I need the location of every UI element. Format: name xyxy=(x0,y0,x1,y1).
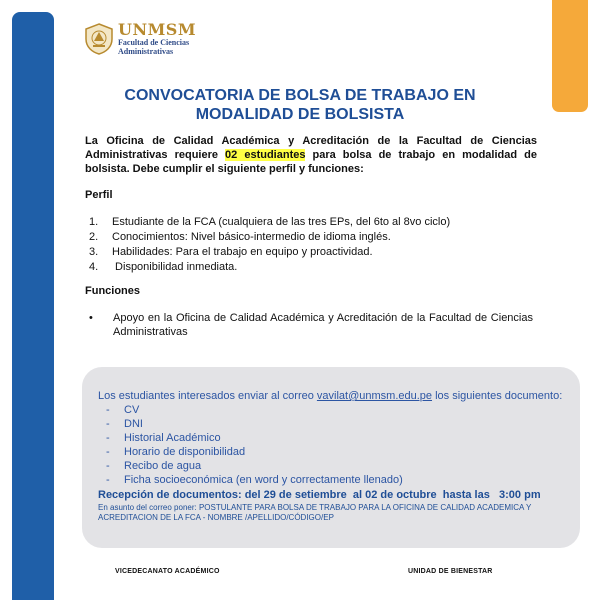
document-text: Horario de disponibilidad xyxy=(124,446,246,458)
university-seal-icon xyxy=(84,23,114,55)
funciones-text: Apoyo en la Oficina de Calidad Académica y Acreditación de la Facultad de Ciencias Administrativas xyxy=(113,312,533,338)
perfil-list xyxy=(85,215,450,275)
signature-left: VICEDECANATO ACADÉMICO xyxy=(115,568,220,575)
unmsm-logo xyxy=(84,22,196,57)
signature-right: UNIDAD DE BIENESTAR xyxy=(408,568,493,575)
dash-icon: - xyxy=(106,404,110,416)
document-text: DNI xyxy=(124,418,143,430)
documents-list xyxy=(98,403,578,487)
item-text: Estudiante de la FCA (cualquiera de las tres EPs, del 6to al 8vo ciclo) xyxy=(112,216,451,228)
perfil-heading: Perfil xyxy=(85,189,113,201)
funciones-item xyxy=(85,311,537,339)
left-blue-bar xyxy=(12,12,54,600)
funciones-heading: Funciones xyxy=(85,285,141,297)
list-item xyxy=(85,260,450,275)
intro-highlight: 02 estudiantes xyxy=(225,149,306,161)
logo-subtitle-line1: Facultad de Ciencias xyxy=(118,38,190,47)
page-title xyxy=(70,86,530,124)
list-item xyxy=(98,417,578,431)
intro-after: para bolsa de trabajo en modalidad de bolsista. Debe cumplir el siguiente perfil y funciones: xyxy=(85,149,537,175)
logo-subtitle-line2: Administrativas xyxy=(118,47,174,57)
title-line2: MODALIDAD DE BOLSISTA xyxy=(195,106,405,123)
list-item xyxy=(98,459,578,473)
dash-icon: - xyxy=(106,460,110,472)
intro-paragraph xyxy=(85,134,537,176)
dash-icon: - xyxy=(106,418,110,430)
box-intro-after: los siguientes documento: xyxy=(432,390,563,402)
item-number: 4. xyxy=(89,261,99,273)
dash-icon: - xyxy=(106,432,110,444)
item-number: 3. xyxy=(89,246,99,258)
title-line1: CONVOCATORIA DE BOLSA DE TRABAJO EN xyxy=(124,87,476,104)
item-text: Disponibilidad inmediata. xyxy=(112,261,238,273)
info-box xyxy=(82,367,580,548)
reception-dates: Recepción de documentos: del 29 de setiembre al 02 de octubre hasta las 3:00 pm xyxy=(98,489,541,501)
item-number: 2. xyxy=(89,231,99,243)
document-text: CV xyxy=(124,404,140,416)
right-orange-bar xyxy=(552,0,588,112)
list-item xyxy=(85,245,450,260)
document-text: Historial Académico xyxy=(124,432,221,444)
list-item xyxy=(98,473,578,487)
item-text: Conocimientos: Nivel básico-intermedio de idioma inglés. xyxy=(112,231,391,243)
list-item xyxy=(98,403,578,417)
document-text: Recibo de agua xyxy=(124,460,202,472)
list-item xyxy=(98,445,578,459)
list-item xyxy=(98,431,578,445)
list-item xyxy=(85,215,450,230)
document-text: Ficha socioeconómica (en word y correctamente llenado) xyxy=(124,474,403,486)
list-item xyxy=(85,230,450,245)
box-intro-before: Los estudiantes interesados enviar al correo xyxy=(98,390,317,402)
dash-icon: - xyxy=(106,474,110,486)
email-link[interactable]: vavilat@unmsm.edu.pe xyxy=(316,390,433,402)
box-intro xyxy=(98,389,578,403)
bullet-icon: • xyxy=(89,312,93,324)
logo-name: UNMSM xyxy=(118,20,197,39)
dash-icon: - xyxy=(106,446,110,458)
item-number: 1. xyxy=(89,216,99,228)
item-text: Habilidades: Para el trabajo en equipo y proactividad. xyxy=(112,246,373,258)
email-subject-instructions: En asunto del correo poner: POSTULANTE PARA BOLSA DE TRABAJO PARA LA OFICINA DE CALIDAD ACADEMICA Y ACREDITACION DE LA FCA - NOMBRE /APELLIDO/CÓDIGO/EP xyxy=(98,503,532,522)
intro-before: La Oficina de Calidad Académica y Acreditación de la Facultad de Ciencias Administrativas requiere xyxy=(85,135,537,161)
